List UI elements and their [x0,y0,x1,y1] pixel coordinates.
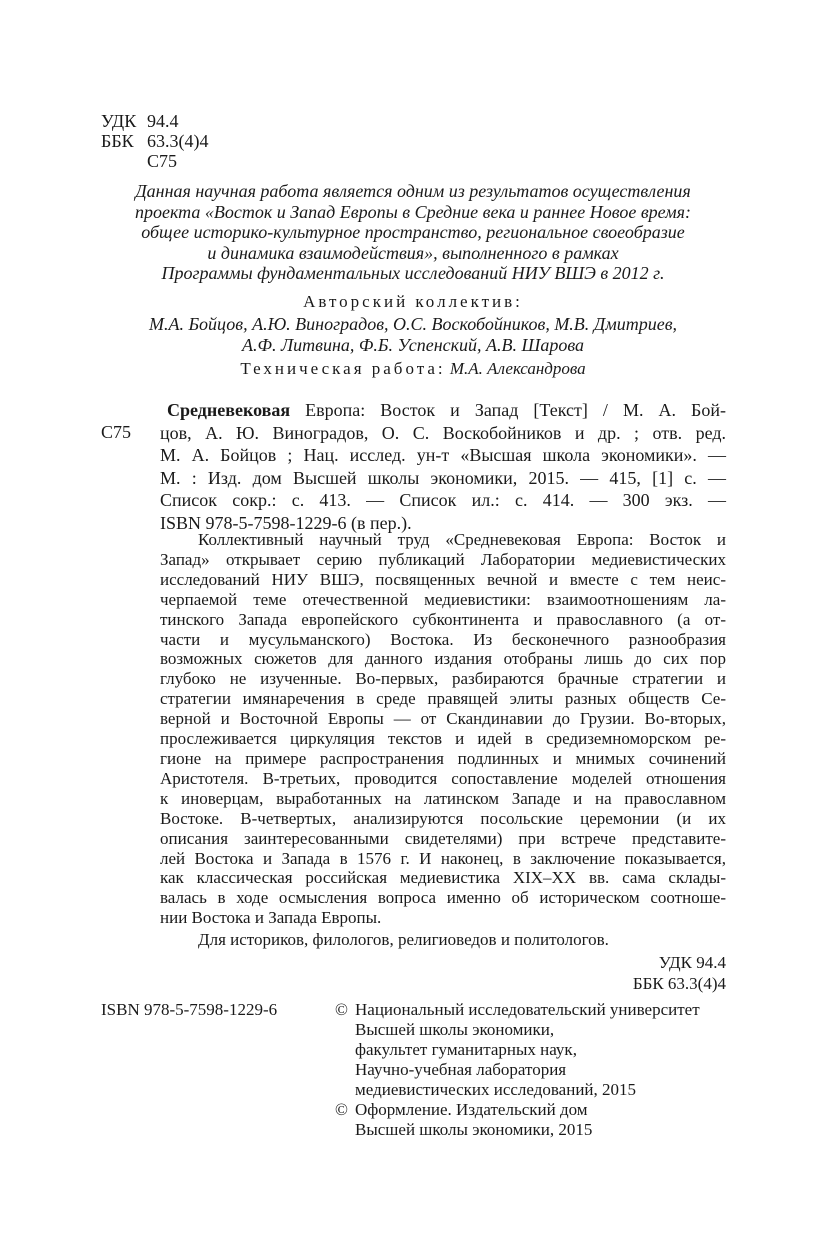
copyright-line: Национальный исследовательский университет [355,1000,700,1019]
bbk-value: 63.3(4)4 [147,131,209,151]
isbn: ISBN 978-5-7598-1229-6 [101,1000,278,1019]
grant-note [100,181,726,284]
catalog-mark: С75 [101,422,132,442]
abstract-line: лей Востока и Запада в 1576 г. И наконец, в заключение показывается, [160,848,726,868]
abstract-line: Запад» открывает серию публикаций Лаборатории медиевистических [160,549,726,569]
biblio-line: Средневековая Европа: Восток и Запад [Текст] / М. А. Бой- [167,400,726,420]
authors-heading: Авторский коллектив: [303,292,523,311]
udk-right: УДК 94.4 [658,953,726,972]
copyright-block [335,1000,735,1140]
udk-value: 94.4 [147,111,179,131]
abstract-line: возможных сюжетов для данного издания отобраны лишь до сих пор [160,649,726,669]
technical-label: Техническая работа: [240,359,446,378]
abstract-line: к иноверцам, выработанных на латинском Западе и на православном [160,788,726,808]
copyright-line: медиевистических исследований, 2015 [355,1080,637,1099]
abstract-line: верной и Восточной Европы — от Скандинавии до Грузии. Во-вторых, [160,709,726,729]
authors-list [100,314,726,355]
technical-name: М.А. Александрова [449,359,586,378]
copyright-line: Высшей школы экономики, [355,1020,555,1039]
grant-line: проекта «Восток и Запад Европы в Средние века и раннее Новое время: [134,201,692,222]
abstract-line: как классическая российская медиевистика XIX–XX вв. сама склады- [160,868,726,888]
abstract-line: валась в ходе осмысления вопроса именно об историческом соотноше- [160,888,726,908]
grant-line: Программы фундаментальных исследований НИУ ВШЭ в 2012 г. [161,263,665,283]
bbk-label: ББК [101,131,134,151]
abstract-line: глубоко не изученные. Во-первых, разбираются брачные стратегии и [160,669,726,689]
abstract [160,530,726,928]
authors-line: А.Ф. Литвина, Ф.Б. Успенский, А.В. Шарова [241,334,585,355]
abstract-line: Коллективный научный труд «Средневековая Европа: Восток и [198,530,726,549]
copyright-line: Оформление. Издательский дом [355,1100,588,1119]
biblio-line: М. : Изд. дом Высшей школы экономики, 2015. — 415, [1] с. — [160,467,726,488]
authors-line: М.А. Бойцов, А.Ю. Виноградов, О.С. Воскобойников, М.В. Дмитриев, [148,314,678,334]
bbk-right: ББК 63.3(4)4 [632,974,726,993]
abstract-line: черпаемой теме отечественной медиевистики: взаимоотношениям ла- [160,589,726,609]
classification-codes-right [633,952,726,994]
abstract-line: Востоке. В-четвертых, анализируются посольские церемонии (и их [160,808,726,828]
biblio-line: цов, А. Ю. Виноградов, О. С. Воскобойников и др. ; отв. ред. [160,422,726,443]
abstract-line: исследований НИУ ВШЭ, посвященных вечной и вместе с тем неис- [160,569,726,589]
bibliographic-record [160,399,726,534]
abstract-line: прослеживается циркуляция текстов и идей в средиземноморском ре- [160,729,726,749]
biblio-title: Средневековая [167,400,291,420]
grant-line: общее историко-культурное пространство, региональное своеобразие [141,222,685,242]
abstract-line: гионе на примере распространения подлинных и мнимых сочинений [160,748,726,768]
abstract-line: части и мусульманского) Востока. Из бесконечного разнообразия [160,629,726,649]
copyright-line: факультет гуманитарных наук, [355,1040,577,1059]
udk-label: УДК [101,111,137,131]
abstract-line: тинского Запада европейского субконтинента и православного (а от- [160,609,726,629]
copyright-symbol: © [335,1100,348,1119]
copyright-line: Высшей школы экономики, 2015 [355,1120,593,1139]
grant-line: Данная научная работа является одним из результатов осуществления [135,181,691,201]
abstract-line: нии Востока и Запада Европы. [160,908,382,928]
abstract-line: стратегии имянаречения в среде правящей элиты разных обществ Се- [160,689,726,709]
abstract-line: Аристотеля. В-третьих, проводится сопоставление моделей отношения [160,768,726,788]
author-mark: С75 [147,151,178,171]
copyright-entry-university [335,1000,735,1100]
copyright-entry-design [335,1100,735,1140]
copyright-symbol: © [335,1000,348,1019]
classification-codes [101,111,209,171]
copyright-line: Научно-учебная лаборатория [355,1060,567,1079]
grant-line: и динамика взаимодействия», выполненного в рамках [207,242,619,263]
biblio-line: Список сокр.: с. 413. — Список ил.: с. 414. — 300 экз. — [160,490,726,510]
technical-credit [100,359,726,379]
audience-note: Для историков, филологов, религиоведов и политологов. [198,930,609,949]
abstract-line: описания заинтересованными свидетелями) при встрече представите- [160,828,726,848]
biblio-line: М. А. Бойцов ; Нац. исслед. ун-т «Высшая школа экономики». — [160,445,726,465]
biblio-line: ISBN 978-5-7598-1229-6 (в пер.). [160,512,412,533]
